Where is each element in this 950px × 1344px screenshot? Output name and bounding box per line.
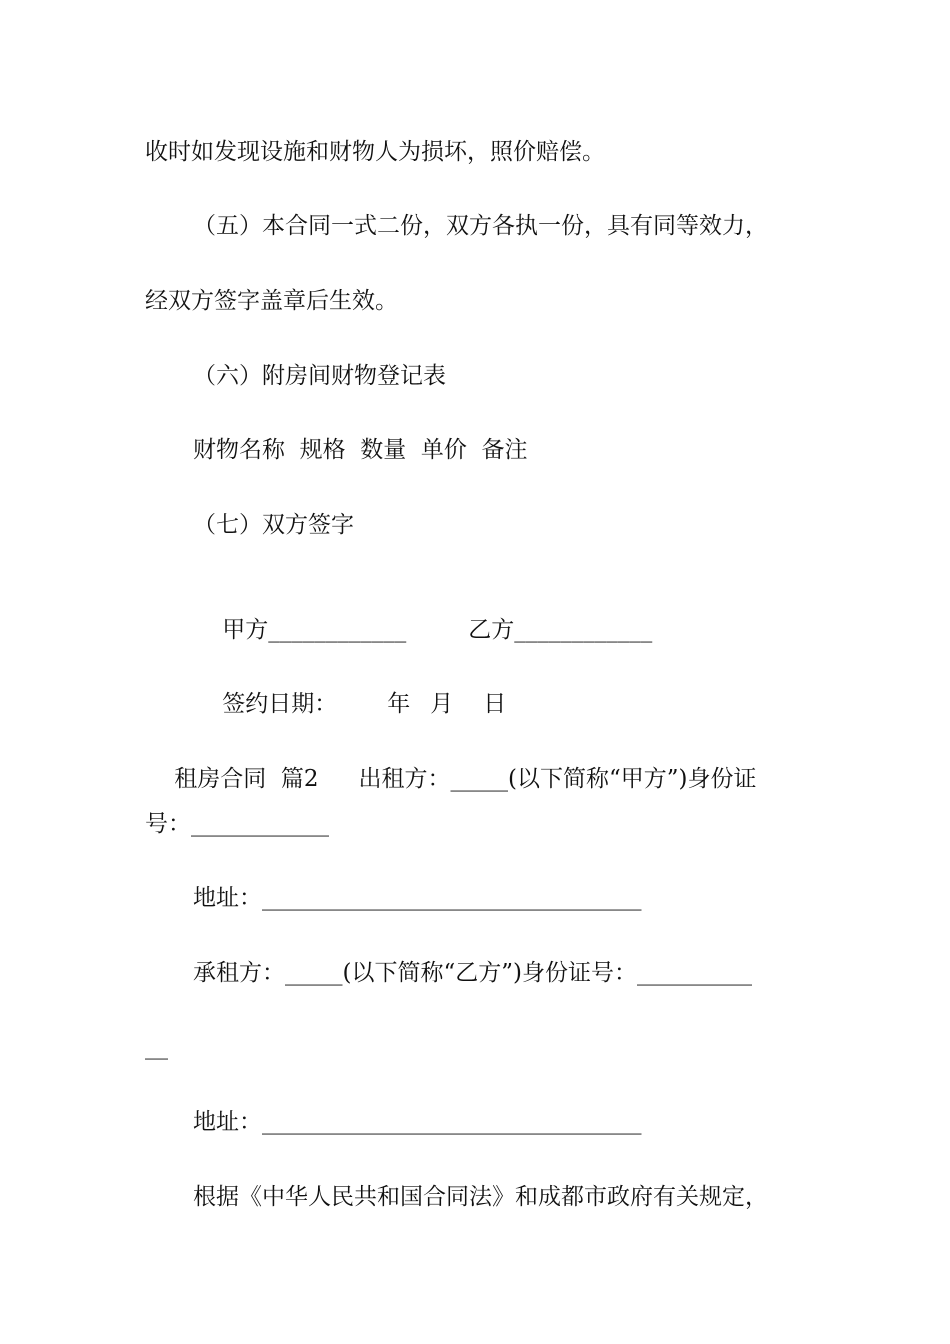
contract-title: 租房合同 篇2 bbox=[174, 766, 319, 792]
date-year: 年 bbox=[387, 691, 411, 717]
date-month: 月 bbox=[430, 691, 454, 717]
clause-six: （六）附房间财物登记表 bbox=[193, 363, 446, 389]
lessee-address: 地址：_________________________________ bbox=[193, 1109, 642, 1135]
lessor-id: 号：____________ bbox=[145, 811, 329, 837]
lessor-line: 出租方：_____(以下简称“甲方”)身份证 bbox=[358, 766, 757, 792]
property-table-header: 财物名称 规格 数量 单价 备注 bbox=[193, 437, 528, 463]
party-a-signature: 甲方____________ bbox=[222, 617, 407, 643]
date-day: 日 bbox=[483, 691, 507, 717]
date-label: 签约日期： bbox=[222, 691, 338, 717]
legal-basis: 根据《中华人民共和国合同法》和成都市政府有关规定， bbox=[193, 1184, 768, 1210]
clause-seven: （七）双方签字 bbox=[193, 512, 354, 538]
clause-five: （五）本合同一式二份，双方各执一份，具有同等效力， bbox=[193, 213, 768, 239]
lessee-line: 承租方：_____(以下简称“乙方”)身份证号：__________ bbox=[193, 960, 752, 986]
lessor-address: 地址：_________________________________ bbox=[193, 885, 642, 911]
lessee-id-continuation: __ bbox=[145, 1034, 168, 1060]
party-b-signature: 乙方____________ bbox=[468, 617, 653, 643]
paragraph-line: 经双方签字盖章后生效。 bbox=[145, 288, 398, 314]
paragraph-line: 收时如发现设施和财物人为损坏，照价赔偿。 bbox=[145, 139, 605, 165]
